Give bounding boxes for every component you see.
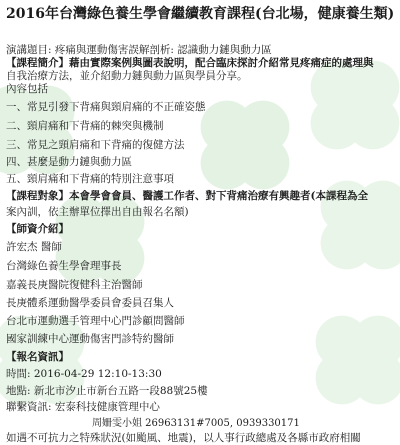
course-audience-line-2: 案內訓，依主辦單位擇出自由報名名額): [6, 206, 189, 218]
instructor-title-3: 長庚體系運動醫學委員會委員召集人: [6, 297, 174, 309]
course-intro-line-1: 【課程簡介】藉由實際案例與圖表說明，配合臨床探討介紹常見疼痛症的處理與: [6, 57, 374, 69]
contact-info: 聯繫資訊: 宏泰科技健康管理中心: [6, 401, 160, 413]
instructor-title-1: 台灣綠色養生學會理事長: [6, 260, 122, 272]
content-item-1: 一、常見引發下背痛與頸肩痛的不正確姿態: [6, 101, 206, 113]
course-intro-line-2: 自我治療方法，並介紹動力鏈與動力區與學員分享。: [6, 70, 248, 82]
instructor-heading: 【師資介紹】: [6, 223, 69, 235]
content-item-3: 三、常見之頸肩痛和下背痛的復健方法: [6, 139, 185, 151]
content-item-2: 二、頸肩痛和下背痛的棘突與機制: [6, 120, 164, 132]
course-audience-line-1: 【課程對象】本會學會會員、醫護工作者、對下背痛治療有興趣者(本課程為全: [6, 190, 368, 202]
page-title: 2016年台灣綠色養生學會繼續教育課程(台北場，健康養生類): [6, 6, 395, 22]
content-item-5: 五、頸肩痛和下背痛的特別注意事項: [6, 173, 174, 185]
registration-heading: 【報名資訊】: [6, 351, 69, 363]
instructor-title-5: 國家訓練中心運動傷害門診特約醫師: [6, 333, 174, 345]
content-item-4: 四、甚麼是動力鏈與動力區: [6, 156, 132, 168]
instructor-name: 許宏杰 醫師: [6, 241, 62, 253]
clover-watermark-icon: [305, 165, 400, 285]
contact-person: 周姍雯小姐 26963131#7005, 0939330171: [92, 418, 300, 429]
clover-watermark-icon: [300, 300, 400, 420]
lecture-topic: 演講題目: 疼痛與運動傷害誤解剖析: 認識動力鏈與動力區: [6, 44, 272, 56]
event-location: 地點: 新北市汐止市新台五路一段88號25樓: [6, 385, 208, 397]
instructor-title-2: 嘉義長庚醫院復健科主治醫師: [6, 279, 143, 291]
content-heading: 內容包括: [6, 83, 48, 95]
event-time: 時間: 2016-04-29 12:10-13:30: [6, 368, 162, 380]
notice-line: 如遇不可抗力之特殊狀況(如颱風、地震)，以人事行政總處及各縣市政府相關: [6, 432, 361, 444]
instructor-title-4: 台北市運動選手管理中心門診顧問醫師: [6, 315, 185, 327]
